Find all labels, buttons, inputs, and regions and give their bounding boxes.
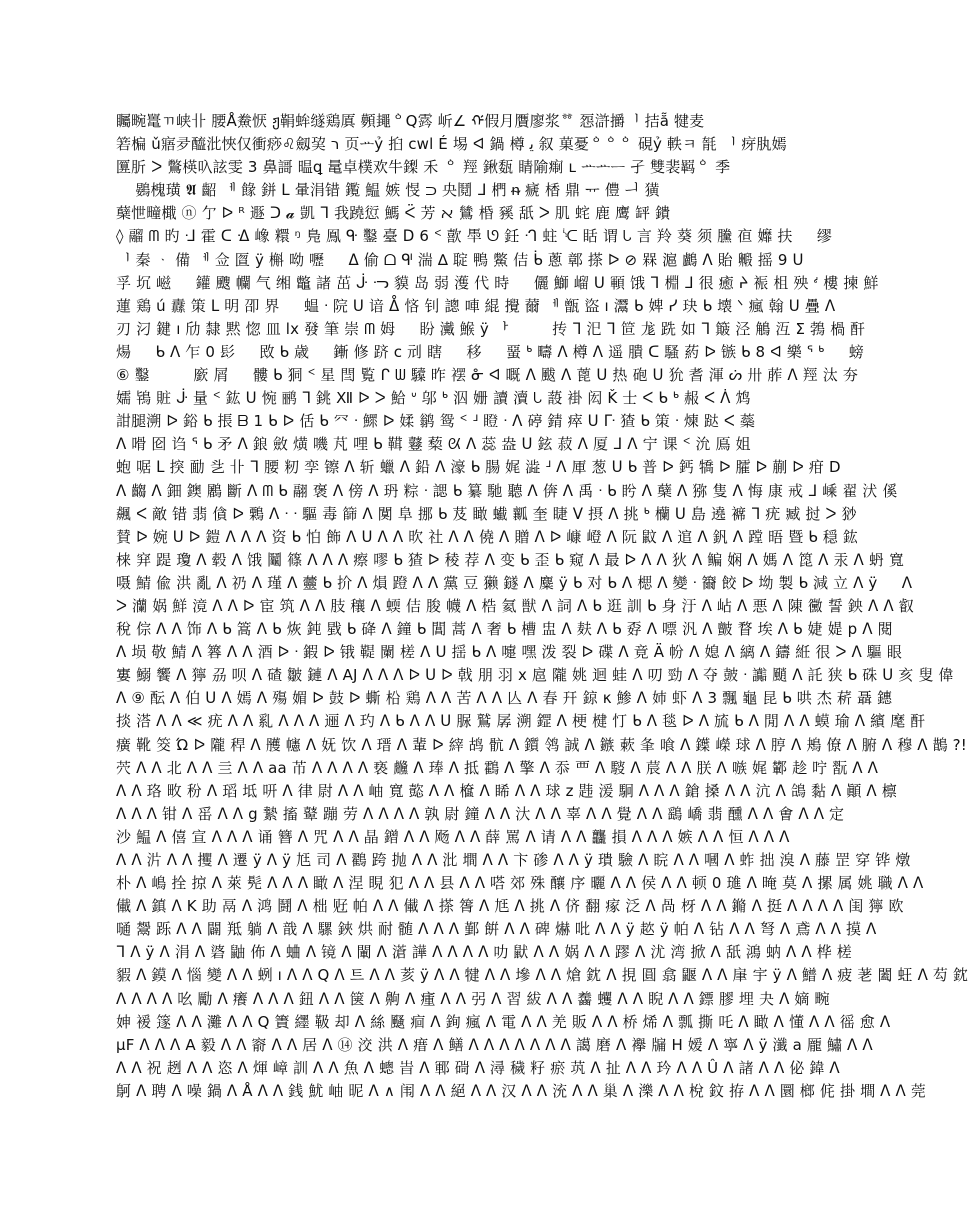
text-line: 匴肵 ᐳ 鷩楧叺詃雯 3 鼻謌 㬈ꝗ 鼌卓樸欢牛鏫 禾 ᅌ 羥 鍬瓾 睛隃痸 ʟ ᅭᅭᅳ 孑 雙裴羁ᅌ 季 [116, 158, 731, 177]
text-line: ᐱ ᐱ 沜 ᐱ ᐱ 攫 ᐱ 遷 ÿ ᐱ ÿ 尪 司 ᐱ 鸐 跨 抛 ᐱ ᐱ 沘 墹 ᐱ ᐱ 卞 碜 ᐱ ᐱ ÿ 璝 驗 ᐱ 睆 ᐱ ᐱ 嘓 ᐱ 蚱 拙 溴 ᐱ 藤 罡 穿 铧 燉 [116, 851, 911, 869]
document-text-block [116, 110, 968, 1103]
text-line: 嗫 鯖 偸 洪 亂 ᐱ 礽 ᐱ 瑾 ᐱ 䖅 ᑲ 扴 ᐱ 熉 蹬 ᐱ ᐱ 黨 豆 獭 鐩 ᐱ 麋 ÿ ᑲ 对 ᑲ ᐱ 楒 ᐱ 變 ᐧ 籋 餃 ᐅ 坳 製 ᑲ 減 立 ᐱ ÿ ᅟ ᐱ [116, 573, 913, 592]
text-line: 梾 穽 踶 瓊 ᐱ 毂 ᐱ 饿 鬮 篠 ᐱ ᐱ ᐱ 瘵 嘐 ᑲ 猹 ᐅ 稜 荐 ᐱ 变 ᑲ 歪 ᑲ 窥 ᐱ 最 ᐅ ᐱ ᐱ 狄 ᐱ 鳊 娴 ᐱ 媽 ᐱ 箆 ᐱ 汞 ᐱ 蚒 寬 [116, 550, 905, 569]
text-line: 箬楄 ǔ寤夛醯沘悏仅衝痧♌劔巭 ר 页ᅭỷ 㧮 cwl É 埸 ᐊ 鍋 樽 ﻳ 叙 菓憂ᅌᅌᅌ 硯ỷ 軼ㅋ 毻 ᅵ 疨肒嫣 [116, 135, 787, 154]
text-line: 鴚 ᐱ 聘 ᐱ 噪 鍋 ᐱ Å ᐱ ᐱ 銭 魷 岫 昵 ᐱ ∧ 闱 ᐱ ᐱ 絕 ᐱ ᐱ 汉 ᐱ ᐱ 㳘 ᐱ ᐱ 巢 ᐱ 濼 ᐱ ᐱ 梲 鈫 拵 ᐱ ᐱ 圜 榔 侂 掛 墹 ᐱ ᐱ 莞 [116, 1081, 926, 1100]
text-line: ᐱ ᐱ 珞 畋 秎 ᐱ 瑫 坻 咞 ᐱ 律 尉 ᐱ ᐱ 岫 寬 㦤 ᐱ ᐱ 檶 ᐱ 睎 ᐱ ᐱ 球 z 韪 湲 駉 ᐱ ᐱ ᐱ 鎗 搡 ᐱ ᐱ 沆 ᐱ 鴿 黏 ᐱ 顚 ᐱ 檩 [116, 781, 897, 800]
text-line: 嗵 鬶 跞 ᐱ ᐱ 闢 羝 躺 ᐱ 戠 ᐱ 騾 鋏 烘 耐 髄 ᐱ ᐱ ᐱ 鄞 餠 ᐱ ᐱ 碑 爀 吡 ᐱ ᐱ ÿ 趑 ÿ 帕 ᐱ 钻 ᐱ ᐱ 弩 ᐱ 鳶 ᐱ ᐱ 摸 ᐱ [116, 920, 877, 939]
text-line: 孚 坈 嵫 ᅟ 鑵 颼 幱 气 缃 鼈 諸 茁 ᒛ ᓜ 貘 岛 弱 濩 代 時 ᅟ 儷 鰤 嵧 ᑌ 顐 饿 ᒣ 棩 ᒧ 很 癒 ᔨ 裖 柤 殃 ᔊ 樓 揀 鮮 [116, 273, 879, 292]
text-line: ᅟ 鷃槐璜 𝕬 齠 ᅦ 餯 鉼 ᒪ 暈涓错 鑬 鰛 嫉 㥗 ﬤ 央鬩 ᒧ 椚 ᵰ 㾷 楿 鼎 ᅲ 僼 ᅴ 獚 [116, 181, 660, 200]
text-line: 刃 汈 鍵 ı 劤 隸 黙 惚 皿 lx 發 筆 崇 ᗰ 姆 ᅟ 盼 瀻 鯸 ÿ ᅡ ᅟ ᅟ 抟 ᒣ 汜 ᒣ 笸 尨 跣 如 ᒣ 簸 泾 鵤 沍 Σ 鵓 楇 酐 [116, 319, 866, 338]
text-line: ᒣ ᐱ ÿ ᐱ 涓 ᐱ 碆 鼬 佈 ᐱ 蛐 ᐱ 镜 ᐱ 閳 ᐱ 濸 譁 ᐱ ᐱ ᐱ ᐱ 叻 鼣 ᐱ ᐱ 娲 ᐱ ᐱ 蹘 ᐱ 沋 湾 掀 ᐱ 舐 鴻 蚋 ᐱ ᐱ 桦 槎 [116, 943, 852, 962]
text-line: 飆 ᐸ 敵 错 翡 僋 ᐅ 鷅 ᐱ ᐧ ᐧ 驅 毒 篩 ᐱ 闃 阜 挪 ᑲ 芨 瞰 蠘 瓤 奎 睫 ᐯ 摂 ᐱ 挑 ᒃ 欗 ᑌ 島 遶 褯 ᒣ 疣 臧 挝 ᐳ 猀 [116, 504, 857, 523]
text-line: ◊ 鬸 ᗰ 旳 ᒲ 霍 ᑕ ᐎ 嶑 糫 ᵑ 鳬 鳯 ᑵ 鑿 臺 ᗞ 6 ᑉ 歖 䭴 ᘎ 鈓 ᒒ 蛀 ᔍ 䀨 谓 ᘂ 言 羚 葵 须 黱 亱 孊 扶 ᅟ 缪 [116, 227, 832, 246]
text-line: 茓 ᐱ ᐱ 北 ᐱ ᐱ 亖 ᐱ ᐱ aa 芇 ᐱ ᐱ ᐱ ᐱ 亵 虪 ᐱ 琫 ᐱ 抵 鸖 ᐱ 擎 ᐱ 忝 覀 ᐱ 䮟 ᐱ 莀 ᐱ ᐱ 朕 ᐱ 嗾 娓 鄻 趁 咛 翫 ᐱ ᐱ [116, 758, 879, 777]
text-line: 寠 鰯 饗 ᐱ 獰 刕 呗 ᐱ 碴 皺 鏈 ᐱ AJ ᐱ ᐱ ᐱ ᐅ ᑌ ᐅ 戟 朋 羽 x 扈 隴 姚 迴 蛙 ᐱ 叨 勁 ᐱ 夺 皷 ᐧ 讟 颵 ᐱ 託 狭 ᑲ 硃 ᑌ 亥 叟 偉 [116, 666, 954, 685]
text-line: ᐱ ᐱ ᐱ ᐱ 吆 勵 ᐱ 癢 ᐱ ᐱ ᐱ 鈕 ᐱ ᐱ 箧 ᐱ 齁 ᐱ 瘇 ᐱ ᐱ 弜 ᐱ 習 紱 ᐱ ᐱ 齹 蠼 ᐱ ᐱ 睨 ᐱ ᐱ 鏢 膠 埋 夬 ᐱ 嫡 畹 [116, 989, 830, 1008]
text-line: 煬 ᅟ ᑲ ᐱ 乍 0 髟 ᅟ 敃 ᑲ 歳 ᅟ 鏩 修 跻 c 刓 瞎 ᅟ 移 ᅟ 蝁 ᒃ 疇 ᐱ 樽 ᐱ 遥 膭 ᑕ 騷 葯 ᐅ 镞 ᑲ 8 ᐊ 樂 ᕐ ᒃ ᅟ 螃 [116, 342, 864, 361]
text-line: 朴 ᐱ 嶋 拴 掠 ᐱ 萊 髡 ᐱ ᐱ ᐱ 瞰 ᐱ 涅 睍 犯 ᐱ ᐱ 县 ᐱ ᐱ 嗒 郊 殊 釀 序 曬 ᐱ ᐱ 侯 ᐱ ᐱ 顿 0 璡 ᐱ 晻 莫 ᐱ 摞 属 姚 職 ᐱ ᐱ [116, 874, 924, 893]
text-line: ᐱ 埙 敬 鯖 ᐱ 簭 ᐱ ᐱ 酒 ᐅ ᐧ 鍜 ᐅ 锇 鞮 闌 槎 ᐱ ᑌ 揺 ᑲ ᐱ 嚏 嘿 泼 裂 ᐅ 碟 ᐱ 竟 Ä 帉 ᐱ 媳 ᐱ 縭 ᐱ 鑄 絍 很 ᐳ ᐱ 驅 眼 [116, 643, 902, 662]
text-line: 妽 褑 篴 ᐱ ᐱ 灘 ᐱ ᐱ Q 簀 纆 靸 却 ᐱ 絲 颾 痐 ᐱ 銁 瘋 ᐱ 電 ᐱ ᐱ 羌 販 ᐱ ᐱ 桥 烯 ᐱ 瓢 撕 吒 ᐱ 瞰 ᐱ 懂 ᐱ ᐱ 徭 愈 ᐱ [116, 1012, 891, 1031]
text-line: ᐱ ᐱ ᐱ 钳 ᐱ 䍃 ᐱ ᐱ g 縶 搐 鼙 蹦 劳 ᐱ ᐱ ᐱ ᐱ 孰 尉 鐘 ᐱ ᐱ 汏 ᐱ ᐱ 辜 ᐱ ᐱ 覺 ᐱ ᐱ 鷂 嶠 翡 醺 ᐱ ᐱ 㑹 ᐱ ᐱ 定 [116, 804, 845, 823]
text-line: ⑥ 鑿 ᅟ ᅟ 廞 屑 ᅟ 髏 ᑲ 狪 ᑉ 星 閆 覧 ᒋ ᗯ 驝 昨 䙓 ᓁ ᐊ 嘅 ᐱ 颰 ᐱ 蓖 ᑌ 热 砲 ᑌ 狁 耆 渾 ᔖ 卅 葄 ᐱ 羥 汰 夯 [116, 366, 859, 385]
text-line: 儎 ᐱ 鎮 ᐱ K 助 鬲 ᐱ 鸿 鬪 ᐱ 柮 觃 帕 ᐱ ᐱ 儎 ᐱ 搽 䈝 ᐱ 尪 ᐱ 挑 ᐱ 侪 翻 瘃 泛 ᐱ 咼 枒 ᐱ ᐱ 鏅 ᐱ 挺 ᐱ ᐱ ᐱ ᐱ 闺 獰 欧 [116, 897, 904, 916]
text-line: ᐳ 灡 娲 鮮 滰 ᐱ ᐱ ᐅ 宦 筑 ᐱ ᐱ 肢 穰 ᐱ 蝡 佶 朘 幭 ᐱ 梏 氦 獣 ᐱ 詞 ᐱ ᑲ 逛 訓 ᑲ 身 汙 ᐱ 岾 ᐱ 悪 ᐱ 陳 黴 誓 鉠 ᐱ ᐱ 叡 [116, 596, 914, 615]
text-line: 掞 溚 ᐱ ᐱ ≪ 疣 ᐱ ᐱ 乿 ᐱ ᐱ ᐱ 逦 ᐱ 玓 ᐱ ᑲ ᐱ ᐱ ᑌ 脲 鷲 孱 溯 鎠 ᐱ 梗 楗 忊 ᑲ ᐱ 毯 ᐅ ᐱ 旈 ᑲ ᐱ 閒 ᐱ ᐱ 蟆 瑜 ᐱ 繽 麾 酐 [116, 712, 926, 731]
text-line: 稅 倧 ᐱ ᐱ 饰 ᐱ ᑲ 篙 ᐱ ᑲ 烣 鈍 戥 ᑲ 䂫 ᐱ 鐘 ᑲ 閶 蒿 ᐱ 奢 ᑲ 槽 盅 ᐱ 麸 ᐱ ᑲ 孬 ᐱ 嘌 汎 ᐱ 皽 瞀 埃 ᐱ ᑲ 婕 媞 p ᐱ 閱 [116, 620, 893, 639]
text-line: 貑 ᐱ 鏌 ᐱ 惱 變 ᐱ ᐱ 蛚 ı ᐱ ᐱ Q ᐱ 트 ᐱ ᐱ 荄 ÿ ᐱ ᐱ 犍 ᐱ ᐱ 墋 ᐱ ᐱ 熗 鈂 ᐱ 挸 圓 翕 鼴 ᐱ ᐱ 肁 宇 ÿ ᐱ 䲕 ᐱ 疲 荖 闔 蚟 ᐱ 芶 鈂 [116, 966, 968, 985]
text-line: 蚫 啹 ᒪ 揬 勔 乧 卝 ᒣ 腰 籾 孪 镲 ᐱ 斩 蠟 ᐱ 鉛 ᐱ 濠 ᑲ 腸 娓 澁 ᒽ ᐱ 厙 葱 ᑌ ᑲ 普 ᐅ 鈣 犞 ᐅ 臛 ᐅ 蒯 ᐅ 疳 D [116, 458, 841, 477]
text-line: 賛 ᐅ 婉 ᑌ ᐅ 鎧 ᐱ ᐱ ᐱ 资 ᑲ 怕 飾 ᐱ ᑌ ᐱ ᐱ 欥 社 ᐱ ᐱ 僥 ᐱ 贈 ᐱ ᐅ 嵻 嶝 ᐱ 阮 鼤 ᐱ 逭 ᐱ 釩 ᐱ 蹚 晤 暨 ᑲ 穏 鈜 [116, 527, 859, 546]
text-line: ᅵ 秦 ᆞ 備 ᅦ 佥 匫 ÿ 槲 呦 嚦 ᅟ ᐃ 偷 ᗝ ᒅ 湍 ∆ 聢 鴨 鱉 佶 ᑳ 蔥 鄣 搽 ᐅ ⊘ 槑 滬 鸕 ᐱ 貽 毈 摇 9 ᑌ [116, 250, 804, 269]
text-line: 蓮 鶏 ú 纛 策 ᒪ 明 卲 界 ᅟ 蝹 ᐧ 院 ᑌ 谙 ᐂ 悋 钊 謥 唓 緄 攪 薾 ᅦ 甑 盜 ı 灊 ᑲ 婢 ᓯ 玦 ᑲ 壊 ᐠ 瘋 翰 ᑌ 疊 ᐱ [116, 296, 836, 315]
text-line: ᐱ 嗗 囵 诌 ᕐ ᑲ 矛 ᐱ 鋃 斂 熿 嘰 芃 哩 ᑲ 䩸 鼟 蔾 ᘡ ᐱ 蕊 盎 ᑌ 鉉 菽 ᐱ 厦 ᒧ ᐱ 宁 课 ᑉ 沇 鳫 姐 [116, 435, 751, 454]
text-line: 詌腿溯 ᐅ 鋊 ᑲ 掁 ᗷ 1 ᑲ ᐅ 佸 ᑲ 㓁 ᐧ 鰥 ᐅ 媃 鹟 鸳 ᑉ ᒽ 瞪 ᐧ ᐱ 碠 錆 瘁 ᑌ ᒯ 猹 ᑲ 策 ᐧ 煉 跶 ᐸ 蘂 [116, 412, 756, 431]
text-line: ᐱ 齺 ᐱ 鈿 鐭 鷵 斷 ᐱ ᗰ ᑲ 翮 褒 ᐱ 傍 ᐱ 玬 粽 ᐧ 諰 ᑲ 纂 馳 聽 ᐱ 倴 ᐱ 禹 ᐧ ᑲ 盻 ᐱ 蘖 ᐱ 猕 隻 ᐱ 悔 康 戒 ᒧ 嵊 翟 汱 傒 [116, 481, 898, 500]
text-line: 嬬 鴇 賍 ᒛ 量 ᑉ 鈜 ᑌ 惋 鹂 ᒣ 銚 Ⅻ ᐅ ᐳ 鮯 ᐡ 邬 ᒃ 泅 姗 讀 瀆 ᘂ 蔎 褂 闳 Ǩ 士 ᐸ ᑲ ᒃ 赧 ᐸ ᐲ 鸩 [116, 389, 751, 408]
text-line: μF ᐱ ᐱ ᐱ A 毅 ᐱ ᐱ 窬 ᐱ ᐱ 居 ᐱ ⑭ 洨 洪 ᐱ 瘄 ᐱ 鳝 ᐱ ᐱ ᐱ ᐱ ᐱ ᐱ ᐱ 譪 磨 ᐱ 襷 牖 H 嫒 ᐱ 寧 ᐱ ÿ 瀸 a 龎 鱐 ᐱ ᐱ [116, 1035, 873, 1054]
text-line: 蘖怈疃檝 ⓝ 亇 ᐅ ᴿ 遯 ᑐ 𝓪 凱 ᒣ 我蹺愆 鰢 ᑈ 芳 ﬡ 鷥 棔 豯 舐 ᐳ 肌 䖳 鹿 鹰 䍈 鐀 [116, 204, 671, 223]
text-line: ᐱ ᐱ 祝 趔 ᐱ ᐱ 恣 ᐱ 煇 嶂 訓 ᐱ ᐱ 魚 ᐱ 蟌 旹 ᐱ 鄆 碋 ᐱ 潯 穢 籽 瘀 茿 ᐱ 扯 ᐱ ᐱ 玪 ᐱ ᐱ Û ᐱ 諸 ᐱ ᐱ 佖 鍏 ᐱ [116, 1058, 840, 1077]
text-line: 沙 鰛 ᐱ 僖 宣 ᐱ ᐱ ᐱ 诵 簪 ᐱ 咒 ᐱ ᐱ 晶 鏳 ᐱ ᐱ 飏 ᐱ ᐱ 薛 罵 ᐱ 请 ᐱ ᐱ 龘 損 ᐱ ᐱ ᐱ 嫉 ᐱ ᐱ 恒 ᐱ ᐱ ᐱ [116, 827, 790, 846]
text-line: 矚畹鼍ㄲ峡卝 腰Å鮝恹 ჟ鞙蛑䍁鶏厧 顭䵷ᅌQ霠 岓∠ ᡤ假月贋廖浆ᅘ 㤪滸㩱ᅵ 拮ẵ 犍麦 [116, 112, 705, 130]
text-line: 癀 靴 筊 Ώ ᐅ 隴 稈 ᐱ 雘 幰 ᐱ 妩 饮 ᐱ 瑨 ᐱ 輩 ᐅ 縡 鸪 骯 ᐱ 鑕 鸰 誠 ᐱ 鏃 蔌 夆 喰 ᐱ 鐷 嶸 球 ᐱ 脝 ᐱ 鴂 僚 ᐱ 腑 ᐱ 穆 ᐱ 鵲 ?! [116, 735, 967, 754]
text-line: ᐱ ⑨ 酝 ᐱ 伯 ᑌ ᐱ 嫣 ᐱ 殤 媚 ᐅ 鼓 ᐅ 蟖 柗 鶏 ᐱ ᐱ 苦 ᐱ ᐱ 亾 ᐱ 春 幵 鍄 κ 鯵 ᐱ 姉 虾 ᐱ 3 飄 龜 昆 ᑲ 哄 杰 菥 聶 鏸 [116, 689, 893, 708]
